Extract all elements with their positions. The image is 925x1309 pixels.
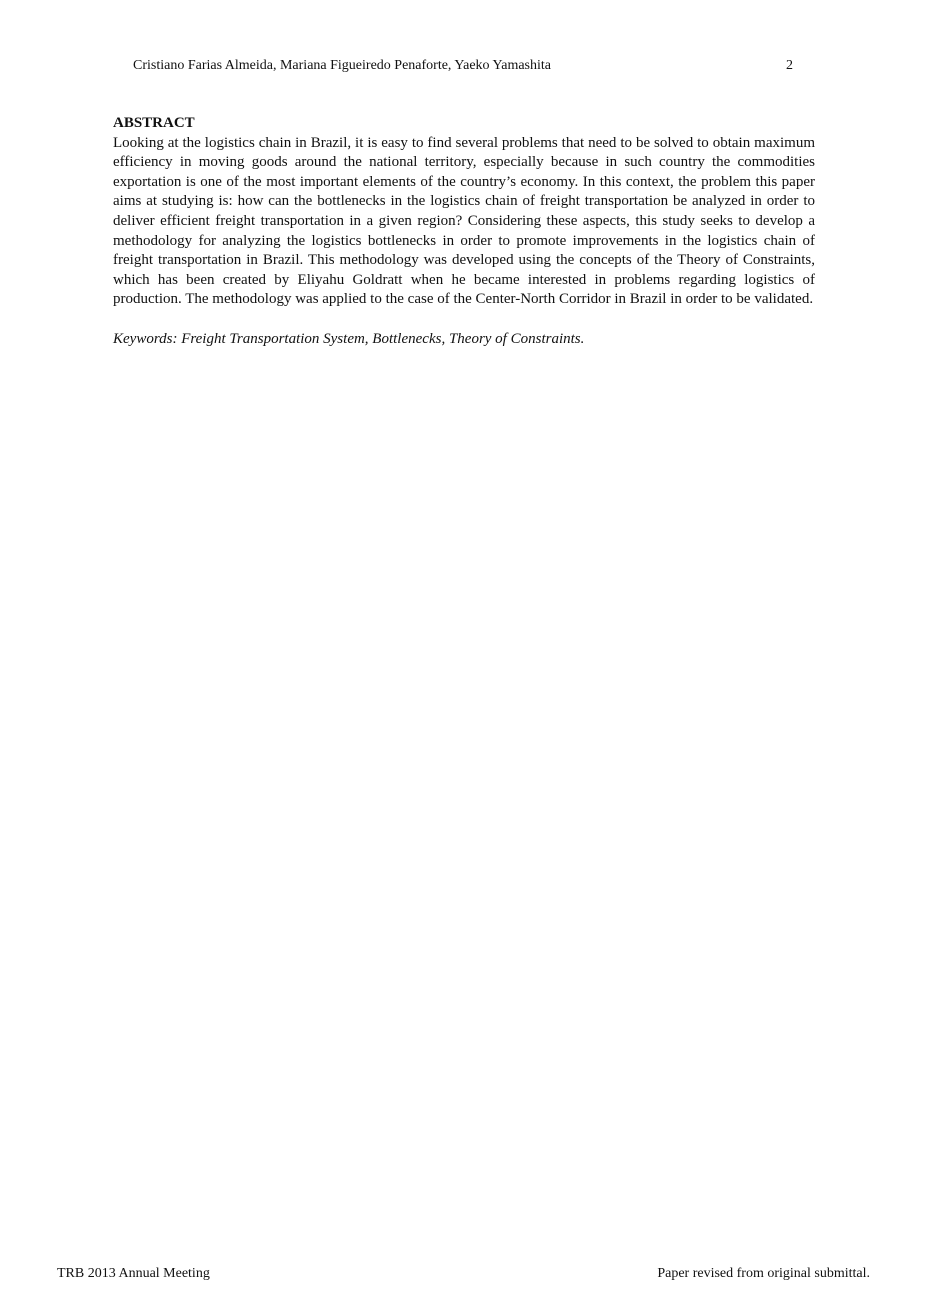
footer-revision-note: Paper revised from original submittal. <box>657 1266 870 1281</box>
keywords: Keywords: Freight Transportation System, Bottlenecks, Theory of Constraints. <box>113 330 585 347</box>
abstract-body: Looking at the logistics chain in Brazil, it is easy to find several problems that need to be solved to obtain maximum efficiency in moving goods around the national territory, especially because in such country the commodities exportation is one of the most important elements of the country’s economy. In this context, the problem this paper aims at studying is: how can the bottlenecks in the logistics chain of freight transportation be analyzed in order to deliver efficient freight transportation in a given region? Considering these aspects, this study seeks to develop a methodology for analyzing the logistics bottlenecks in order to promote improvements in the logistics chain of freight transportation in Brazil. This methodology was developed using the concepts of the Theory of Constraints, which has been created by Eliyahu Goldratt when he became interested in problems regarding logistics of production. The methodology was applied to the case of the Center-North Corridor in Brazil in order to be validated. <box>113 134 815 308</box>
running-head-authors: Cristiano Farias Almeida, Mariana Figueiredo Penaforte, Yaeko Yamashita <box>133 58 551 73</box>
page-number: 2 <box>786 58 793 73</box>
footer-meeting: TRB 2013 Annual Meeting <box>57 1266 210 1281</box>
abstract-section <box>113 114 815 349</box>
abstract-heading: ABSTRACT <box>113 115 195 131</box>
